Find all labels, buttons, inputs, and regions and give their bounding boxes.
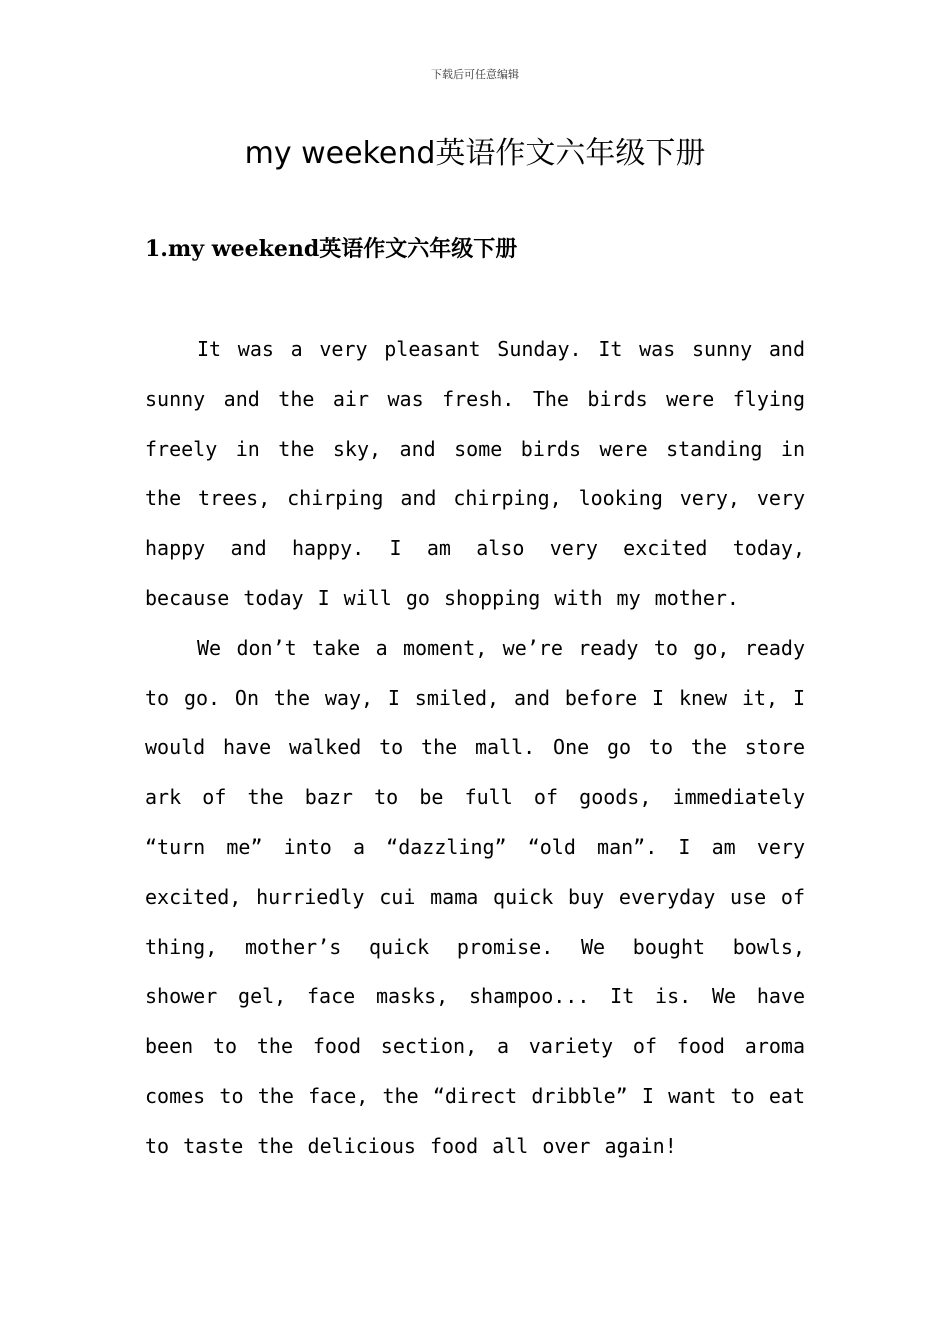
section-heading: 1.my weekend英语作文六年级下册 bbox=[145, 236, 518, 262]
document-title: my weekend英语作文六年级下册 bbox=[244, 136, 706, 171]
paragraph-2: We don’t take a moment, we’re ready to go, ready to go. On the way, I smiled, and before I knew it, I would have walked to the mall. One go to the store ark of the bazr to be full of goods, immediately “turn me” into a “dazzling” “old man”. I am very excited, hurriedly cui mama quick buy everyday use of thing, mother’s quick promise. We bought bowls, shower gel, face masks, shampoo... It is. We have been to the food section, a variety of food aroma comes to the face, the “direct dribble” I want to eat to taste the delicious food all over again! bbox=[145, 635, 805, 1158]
essay-body bbox=[145, 325, 805, 1172]
paragraph-1: It was a very pleasant Sunday. It was sunny and sunny and the air was fresh. The birds were flying freely in the sky, and some birds were standing in the trees, chirping and chirping, looking very, very happy and happy. I am also very excited today, because today I will go shopping with my mother. bbox=[145, 337, 805, 610]
header-note: 下载后可任意编辑 bbox=[431, 68, 519, 81]
